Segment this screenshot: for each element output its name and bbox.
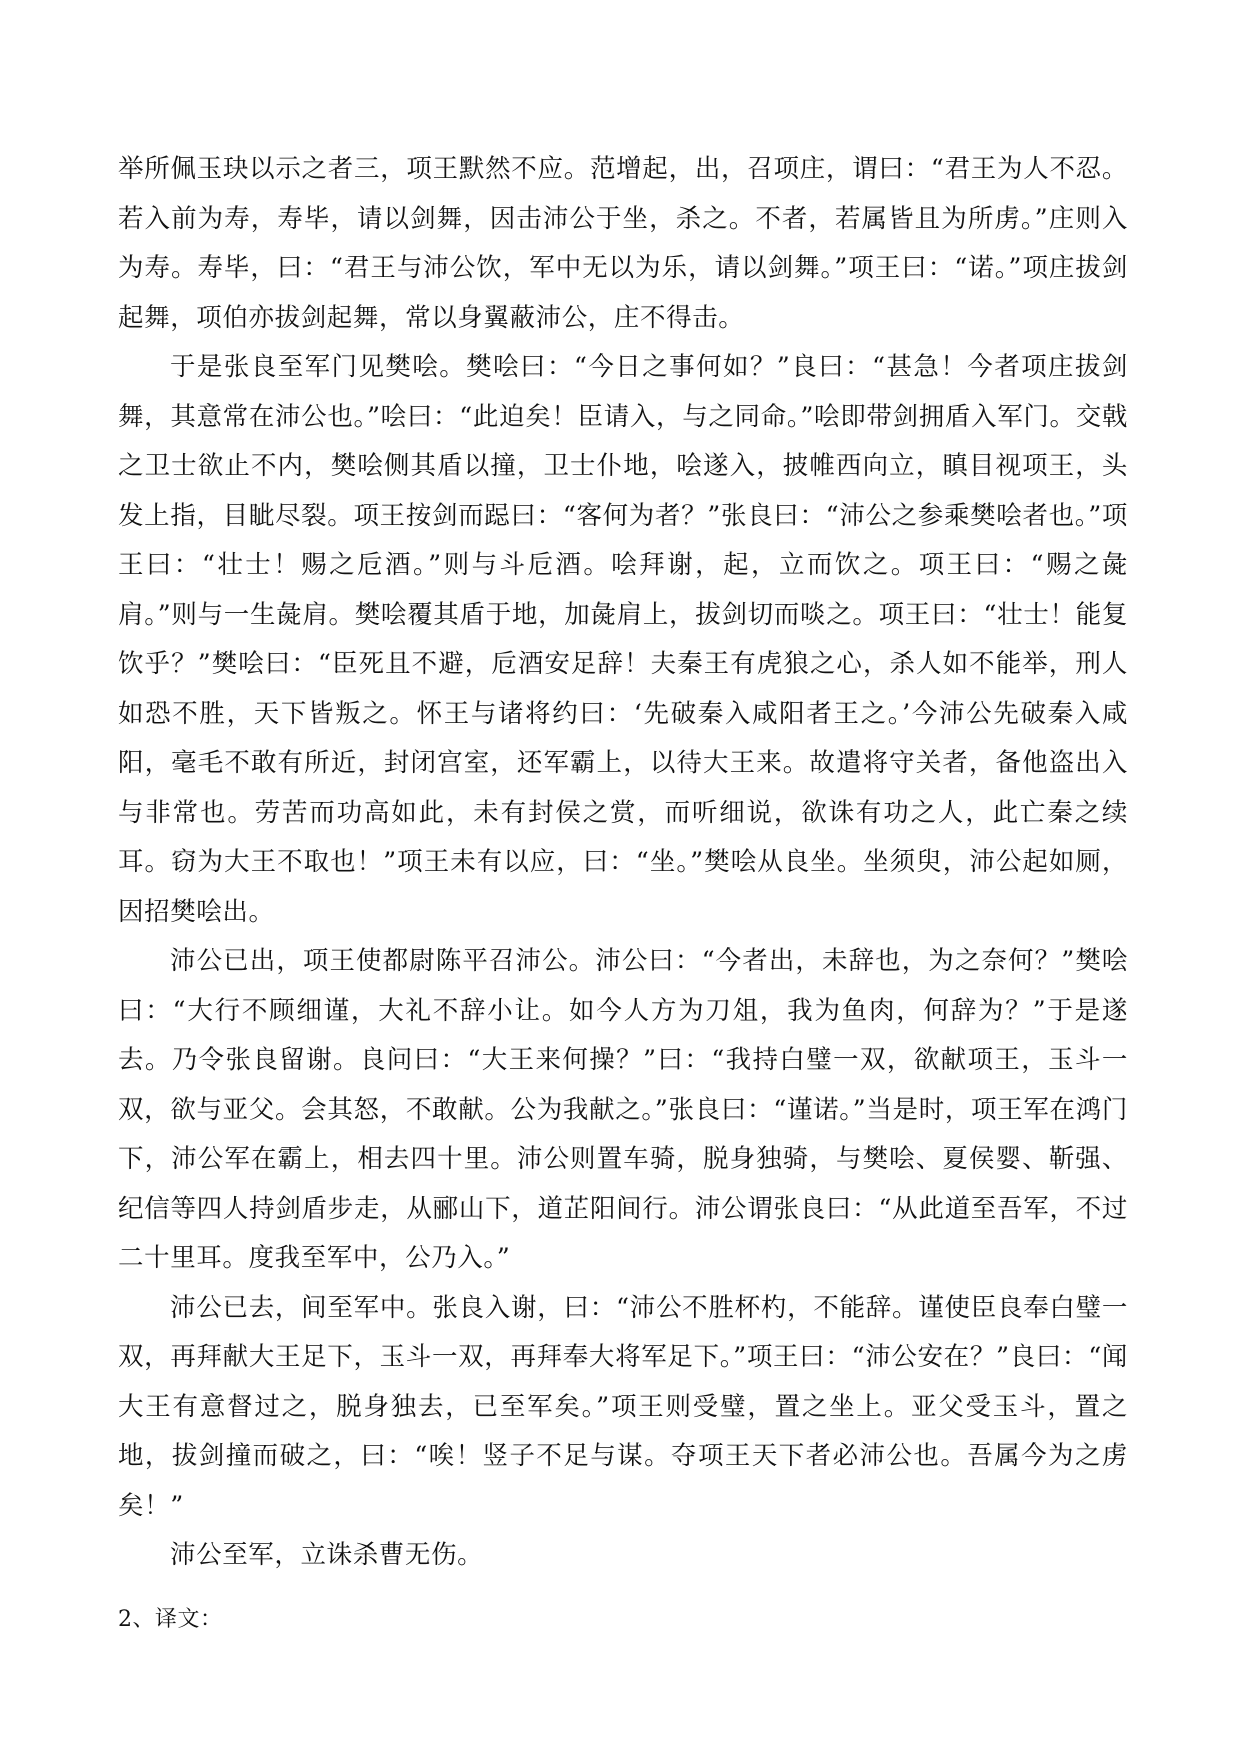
paragraph-5: 沛公至军，立诛杀曹无伤。 — [170, 1540, 484, 1570]
paragraph-4: 沛公已去，间至军中。张良入谢，曰：“沛公不胜杯杓，不能辞。谨使臣良奉白璧一双，再拜献大王足下，玉斗一双，再拜奉大将军足下。”项王曰：“沛公安在？”良曰：“闻大王有意督过之，脱身独去，已至军矣。”项王则受璧，置之坐上。亚父受玉斗，置之地，拔剑撞而破之，曰：“唉！竖子不足与谋。夺项王天下者必沛公也。吾属今为之虏矣！” — [118, 1292, 1128, 1521]
section-label-translation: 2、译文： — [118, 1607, 223, 1632]
paragraph-1: 举所佩玉玦以示之者三，项王默然不应。范增起，出，召项庄，谓曰：“君王为人不忍。若入前为寿，寿毕，请以剑舞，因击沛公于坐，杀之。不者，若属皆且为所虏。”庄则入为寿。寿毕，曰：“君王与沛公饮，军中无以为乐，请以剑舞。”项王曰：“诺。”项庄拔剑起舞，项伯亦拔剑起舞，常以身翼蔽沛公，庄不得击。 — [118, 154, 1128, 333]
paragraph-3: 沛公已出，项王使都尉陈平召沛公。沛公曰：“今者出，未辞也，为之奈何？”樊哙曰：“大行不顾细谨，大礼不辞小让。如今人方为刀俎，我为鱼肉，何辞为？”于是遂去。乃令张良留谢。良问曰：“大王来何操？”曰：“我持白璧一双，欲献项王，玉斗一双，欲与亚父。会其怒，不敢献。公为我献之。”张良曰：“谨诺。”当是时，项王军在鸿门下，沛公军在霸上，相去四十里。沛公则置车骑，脱身独骑，与樊哙、夏侯婴、靳强、纪信等四人持剑盾步走，从郦山下，道芷阳间行。沛公谓张良曰：“从此道至吾军，不过二十里耳。度我至军中，公乃入。” — [118, 946, 1128, 1273]
passage-text — [118, 145, 1128, 1581]
paragraph-2: 于是张良至军门见樊哙。樊哙曰：“今日之事何如？”良曰：“甚急！今者项庄拔剑舞，其意常在沛公也。”哙曰：“此迫矣！臣请入，与之同命。”哙即带剑拥盾入军门。交戟之卫士欲止不内，樊哙侧其盾以撞，卫士仆地，哙遂入，披帷西向立，瞋目视项王，头发上指，目眦尽裂。项王按剑而跽曰：“客何为者？”张良曰：“沛公之参乘樊哙者也。”项王曰：“壮士！赐之卮酒。”则与斗卮酒。哙拜谢，起，立而饮之。项王曰：“赐之彘肩。”则与一生彘肩。樊哙覆其盾于地，加彘肩上，拔剑切而啖之。项王曰：“壮士！能复饮乎？”樊哙曰：“臣死且不避，卮酒安足辞！夫秦王有虎狼之心，杀人如不能举，刑人如恐不胜，天下皆叛之。怀王与诸将约曰：‘先破秦入咸阳者王之。’今沛公先破秦入咸阳，毫毛不敢有所近，封闭宫室，还军霸上，以待大王来。故遣将守关者，备他盗出入与非常也。劳苦而功高如此，未有封侯之赏，而听细说，欲诛有功之人，此亡秦之续耳。窃为大王不取也！”项王未有以应，曰：“坐。”樊哙从良坐。坐须臾，沛公起如厕，因招樊哙出。 — [118, 352, 1128, 927]
